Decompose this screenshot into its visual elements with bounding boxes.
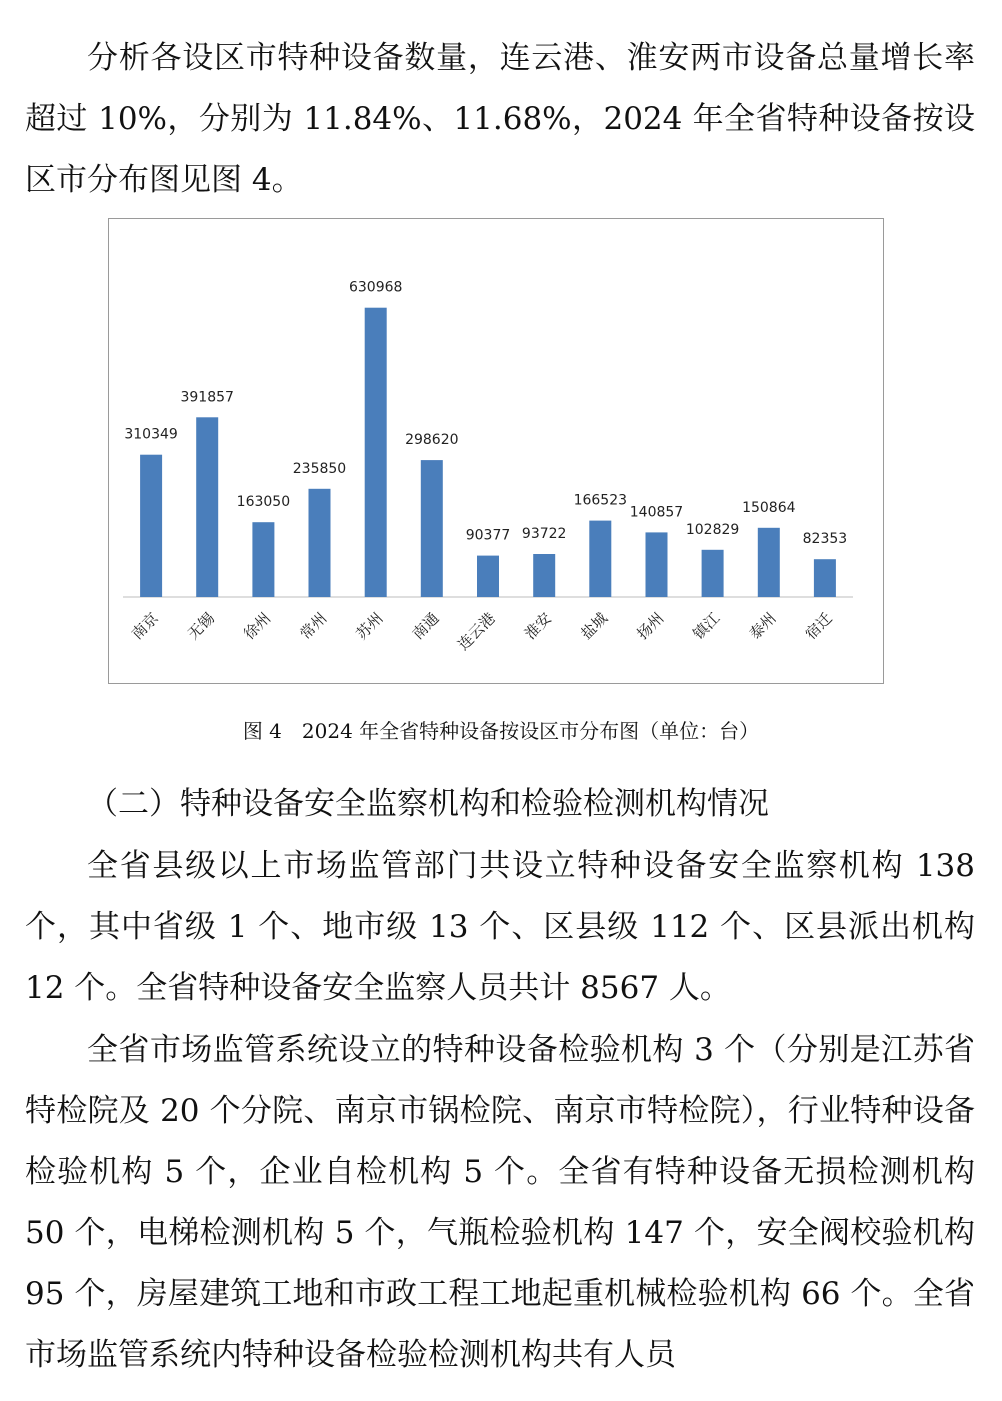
figure-caption: 图 4 2024 年全省特种设备按设区市分布图（单位：台） (242, 719, 760, 743)
bar-连云港 (477, 556, 499, 597)
bar-扬州 (646, 532, 668, 597)
category-label-镇江: 镇江 (689, 609, 724, 644)
bar-泰州 (758, 528, 780, 597)
bar-南京 (140, 455, 162, 597)
value-label-苏州: 630968 (348, 279, 403, 296)
section-heading: （二）特种设备安全监察机构和检验检测机构情况 (87, 786, 769, 822)
value-label-淮安: 93722 (521, 526, 567, 542)
category-label-扬州: 扬州 (633, 609, 668, 644)
category-label-常州: 常州 (296, 609, 331, 644)
inspection-paragraph: 全省市场监管系统设立的特种设备检验机构 3 个（分别是江苏省特检院及 20 个分院、南京市锅检院、南京市特检院），行业特种设备检验机构 5 个，企业自检机构 5 个。全省有特种设备无损检测机构 50 个，电梯检测机构 5 个，气瓶检验机构 147 个，安全阀校验机构 95 个，房屋建筑工地和市政工程工地起重机械检验机构 66 个。全省市场监管系统内特种设备检验检测机构共有人员 (25, 1032, 975, 1373)
bar-无锡 (196, 417, 218, 597)
chart-canvas (109, 219, 885, 685)
category-label-南京: 南京 (127, 609, 162, 644)
category-label-南通: 南通 (408, 609, 443, 644)
bar-徐州 (252, 522, 274, 597)
bar-常州 (309, 489, 331, 597)
value-label-无锡: 391857 (180, 389, 234, 406)
value-label-扬州: 140857 (629, 504, 684, 521)
category-label-徐州: 徐州 (240, 609, 275, 644)
bar-镇江 (702, 550, 724, 597)
bar-chart (108, 218, 884, 684)
bar-苏州 (365, 308, 387, 597)
value-label-镇江: 102829 (685, 521, 740, 538)
value-label-常州: 235850 (292, 460, 347, 477)
bar-宿迁 (814, 559, 836, 597)
category-label-无锡: 无锡 (184, 609, 219, 644)
value-label-连云港: 90377 (465, 527, 511, 544)
bar-淮安 (533, 554, 555, 597)
category-label-盐城: 盐城 (577, 609, 612, 644)
supervision-paragraph: 全省县级以上市场监管部门共设立特种设备安全监察机构 138 个，其中省级 1 个、地市级 13 个、区县级 112 个、区县派出机构 12 个。全省特种设备安全监察人员共计 8567 人。 (25, 848, 975, 1006)
bar-盐城 (589, 521, 611, 597)
value-label-泰州: 150864 (742, 499, 796, 516)
category-label-泰州: 泰州 (745, 609, 780, 644)
bar-南通 (421, 460, 443, 597)
value-label-徐州: 163050 (236, 494, 291, 511)
category-label-苏州: 苏州 (352, 609, 387, 644)
intro-paragraph: 分析各设区市特种设备数量，连云港、淮安两市设备总量增长率超过 10%，分别为 11.84%、11.68%，2024 年全省特种设备按设区市分布图见图 4。 (25, 40, 975, 198)
category-label-淮安: 淮安 (521, 609, 556, 644)
value-label-南通: 298620 (405, 432, 459, 449)
category-label-宿迁: 宿迁 (801, 609, 836, 644)
category-label-连云港: 连云港 (454, 609, 499, 654)
value-label-盐城: 166523 (573, 492, 628, 509)
value-label-宿迁: 82353 (802, 531, 848, 548)
value-label-南京: 310349 (124, 426, 178, 443)
